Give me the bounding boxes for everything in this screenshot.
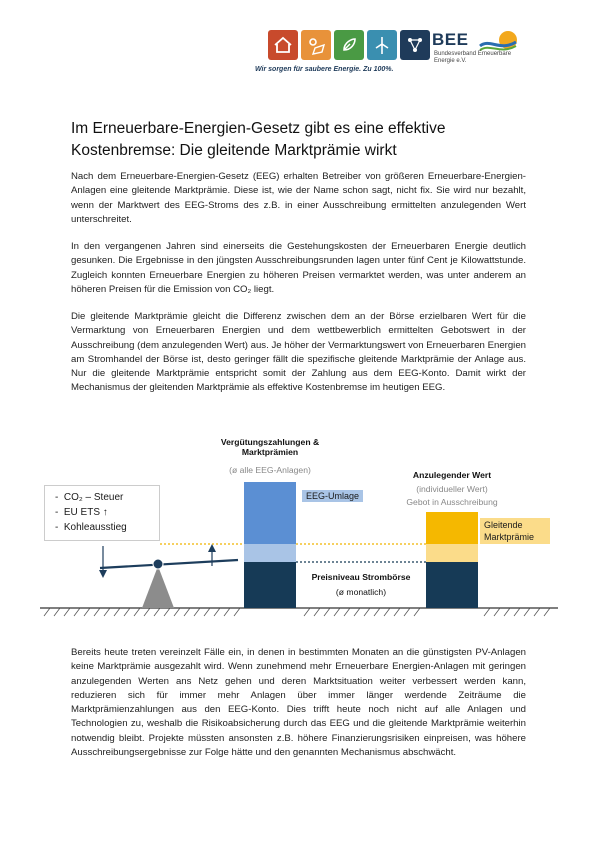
paragraph-3: Die gleitende Marktprämie gleicht die Differenz zwischen dem an der Börse erzielbaren Wert für die Vermarktung von Erneuerbaren Energien und dem wettbewerblich ermittelten Gebotswert in der Ausschreibung (dem anzulegenden Wert) aus. Je höher der Vermarktungswert von Erneuerbaren Energien am Stromhandel der Börse ist, desto geringer fällt die spezifische gleitende Marktprämie der Anlage aus. Nur die gleitende Marktprämie entspricht somit der Zahlung aus dem EEG-Konto. Damit wirkt der Mechanismus der gleitenden Marktprämie als effektive Kostenbremse im heutigen EEG.: [71, 311, 526, 394]
page-title: Im Erneuerbare-Energien-Gesetz gibt es eine effektive Kostenbremse: Die gleitende Marktprämie wirkt: [71, 120, 446, 159]
fulcrum: [142, 566, 174, 608]
right-bar-price-segment: [426, 562, 478, 608]
solar-icon: [301, 30, 331, 60]
paragraph-4: Bereits heute treten vereinzelt Fälle ein, in denen in bestimmten Monaten an die günstigsten PV-Anlagen keine Marktprämie ausgezahlt wird. Wenn zunehmend mehr Erneuerbare Energien-Anlagen mit geringen anzulegenden Werten ans Netz gehen und deren Marktsituation weiter verbessert werden kann, reduzieren sich für immer mehr Anlagen über immer länger werdende Zeiträume die Marktprämienzahlungen aus den EEG-Konto. Dies trifft heute noch nicht auf alle Anlagen und Technologien zu, weshalb die Risikoabsicherung durch das EEG und die gleitende Marktprämie weiterhin notwendig bleibt. Projekte müssten ansonsten z.B. höhere Finanzierungsrisiken einpreisen, was höhere Ausschreibungsergebnisse zur Folge hätte und den genannten Mechanismus abschwächt.: [71, 647, 526, 759]
bee-logo-text: BEE: [432, 30, 469, 49]
up-arrow-icon: [208, 544, 216, 552]
bioenergy-icon: [334, 30, 364, 60]
left-bar-price-segment: [244, 562, 296, 608]
price-level-label: Preisniveau Strombörse: [311, 572, 411, 582]
policy-factor-1: - CO₂ – Steuer: [55, 492, 124, 503]
price-level-subtitle: (ø monatlich): [335, 587, 387, 597]
eeg-umlage-bar: [244, 482, 296, 544]
policy-factor-3: - Kohleausstieg: [55, 522, 127, 533]
right-bar-subtitle-2: Gebot in Ausschreibung: [406, 497, 498, 507]
policy-factor-2: - EU ETS ↑: [55, 507, 108, 518]
down-arrow-icon: [99, 570, 107, 578]
paragraph-2: In den vergangenen Jahren sind einerseits die Gestehungskosten der Erneuerbaren Energie deutlich gesunken. Die Ergebnisse in den jüngsten Ausschreibungsrunden lagen unter fünf Cent je Kilowattstunde. Zugleich konnten Erneuerbare Energien zu höheren Preisen vermarktet werden, was unter anderem an höheren Preisen für die Emission von CO₂ liegt.: [71, 241, 526, 295]
tagline: Wir sorgen für saubere Energie. Zu 100%.: [255, 66, 394, 73]
bee-logo-tiles: [268, 30, 430, 60]
gleitende-marktpraemie-bar: [426, 512, 478, 544]
house-icon: [268, 30, 298, 60]
wind-turbine-icon: [367, 30, 397, 60]
right-bar-light-segment: [426, 544, 478, 562]
network-icon: [400, 30, 430, 60]
eeg-umlage-label: EEG-Umlage: [302, 490, 363, 502]
left-bar-title: Vergütungszahlungen & Marktprämien: [220, 437, 320, 457]
right-bar-title: Anzulegender Wert: [412, 470, 492, 480]
paragraph-1: Nach dem Erneuerbare-Energien-Gesetz (EEG) erhalten Betreiber von größeren Erneuerbare-Energien-Anlagen eine gleitende Marktprämie. Diese ist, wie der Name schon sagt, nicht fix. Sie wird nur bezahlt, wenn der Marktwert des EEG-Stroms des z.B. in einer Ausschreibung ermittelten anzulegenden Wert unterschreitet.: [71, 171, 526, 225]
left-bar-subtitle: (ø alle EEG-Anlagen): [229, 465, 311, 475]
gleitende-marktpraemie-label: Gleitende Marktprämie: [480, 518, 550, 544]
left-bar-light-segment: [244, 544, 296, 562]
policy-factors-box: [44, 485, 160, 541]
bee-logo-subtitle: Bundesverband Erneuerbare Energie e.V.: [434, 51, 512, 64]
right-bar-subtitle: (individueller Wert): [416, 484, 488, 494]
lever: [100, 560, 238, 568]
